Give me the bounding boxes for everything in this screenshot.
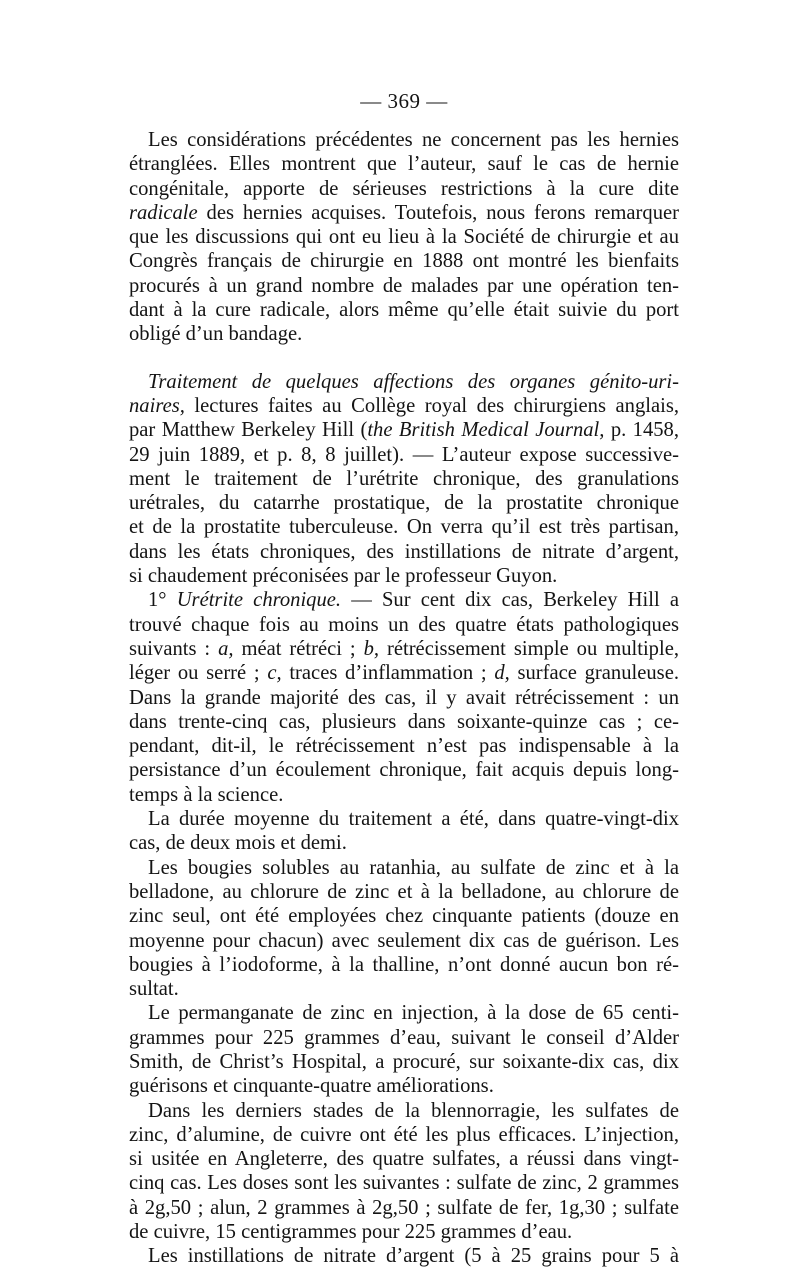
text-line: dans les états chroniques, des instillations de nitrate d’argent, (129, 540, 679, 563)
text-line: La durée moyenne du traitement a été, dans quatre-vingt-dix (148, 808, 679, 831)
text-line: si chaudement préconisées par le professeur Guyon. (129, 565, 558, 588)
text-line: naires, lectures faites au Collège royal des chirurgiens anglais, (129, 394, 679, 417)
text-line: congénitale, apporte de sérieuses restrictions à la cure dite (129, 177, 679, 200)
text-line: 1° Urétrite chronique. — Sur cent dix cas, Berkeley Hill a (148, 589, 679, 612)
text-line: procurés à un grand nombre de malades par une opération ten- (129, 274, 679, 297)
paragraph-hernies (129, 128, 679, 347)
text-line: léger ou serré ; c, traces d’inflammation ; d, surface granuleuse. (129, 662, 679, 685)
text-line: cinq cas. Les doses sont les suivantes : sulfate de zinc, 2 grammes (129, 1172, 679, 1195)
text-line: pendant, dit-il, le rétrécissement n’est pas indispensable à la (129, 735, 679, 758)
text-line: moyenne pour chacun) avec seulement dix cas de guérison. Les (129, 929, 679, 952)
text-line: persistance d’un écoulement chronique, fait acquis depuis long- (129, 759, 679, 782)
text-line: suivants : a, méat rétréci ; b, rétrécissement simple ou multiple, (129, 637, 679, 660)
paragraph-permanganate (129, 1001, 679, 1098)
text-line: temps à la science. (129, 783, 284, 806)
text-line: Les considérations précédentes ne concernent pas les hernies (148, 129, 679, 151)
paragraph-duree (129, 807, 679, 856)
text-line: et de la prostatite tuberculeuse. On verra qu’il est très partisan, (129, 516, 679, 539)
text-line: Smith, de Christ’s Hospital, a procuré, sur soixante-dix cas, dix (129, 1050, 679, 1073)
paragraph-bougies (129, 856, 679, 1002)
text-line: radicale des hernies acquises. Toutefois, nous ferons remarquer (129, 201, 679, 224)
text-line: guérisons et cinquante-quatre améliorations. (129, 1075, 494, 1098)
text-line: à 2g,50 ; alun, 2 grammes à 2g,50 ; sulfate de fer, 1g,30 ; sulfate (129, 1196, 679, 1219)
text-line: Dans les derniers stades de la blennorragie, les sulfates de (148, 1099, 679, 1122)
text-line: dant à la cure radicale, alors même qu’elle était suivie du port (129, 299, 679, 322)
text-line: dans trente-cinq cas, plusieurs dans soixante-quinze cas ; ce- (129, 710, 679, 733)
paragraph-sulfates (129, 1099, 679, 1245)
text-line: zinc, d’alumine, de cuivre ont été les plus efficaces. L’injection, (129, 1123, 679, 1146)
text-line: grammes pour 225 grammes d’eau, suivant le conseil d’Alder (129, 1026, 679, 1049)
text-line: Les instillations de nitrate d’argent (5 à 25 grains pour 5 à (148, 1245, 679, 1268)
text-line: Congrès français de chirurgie en 1888 ont montré les bienfaits (129, 250, 679, 273)
paragraph-traitement (129, 370, 679, 589)
page-number: — 369 — (360, 89, 448, 113)
text-line: de cuivre, 15 centigrammes pour 225 grammes d’eau. (129, 1221, 573, 1244)
text-line: si usitée en Angleterre, des quatre sulfates, a réussi dans vingt- (129, 1148, 679, 1171)
text-line: sultat. (129, 978, 179, 1001)
paragraph-instillations (129, 1244, 679, 1268)
page (129, 88, 679, 1269)
text-line: Traitement de quelques affections des organes génito-uri- (148, 370, 679, 393)
text-line: Le permanganate de zinc en injection, à la dose de 65 centi- (148, 1002, 679, 1025)
text-line: 29 juin 1889, et p. 8, 8 juillet). — L’auteur expose successive- (129, 443, 679, 466)
paragraph-uretrite (129, 588, 679, 807)
text-line: ment le traitement de l’urétrite chronique, des granulations (129, 467, 679, 490)
text-line: Les bougies solubles au ratanhia, au sulfate de zinc et à la (148, 856, 679, 879)
text-line: par Matthew Berkeley Hill (the British Medical Journal, p. 1458, (129, 419, 679, 442)
text-line: cas, de deux mois et demi. (129, 832, 347, 855)
text-line: étranglées. Elles montrent que l’auteur, sauf le cas de hernie (129, 153, 679, 176)
text-line: bougies à l’iodoforme, à la thalline, n’ont donné aucun bon ré- (129, 953, 679, 976)
paragraph-gap (129, 347, 679, 370)
text-line: Dans la grande majorité des cas, il y avait rétrécissement : un (129, 686, 679, 709)
text-line: zinc seul, ont été employées chez cinquante patients (douze en (129, 905, 679, 928)
text-line: trouvé chaque fois au moins un des quatre états pathologiques (129, 613, 679, 636)
text-line: urétrales, du catarrhe prostatique, de la prostatite chronique (129, 492, 679, 515)
text-line: que les discussions qui ont eu lieu à la Société de chirurgie et au (129, 226, 679, 249)
text-line: obligé d’un bandage. (129, 323, 303, 346)
text-line: belladone, au chlorure de zinc et à la belladone, au chlorure de (129, 880, 679, 903)
